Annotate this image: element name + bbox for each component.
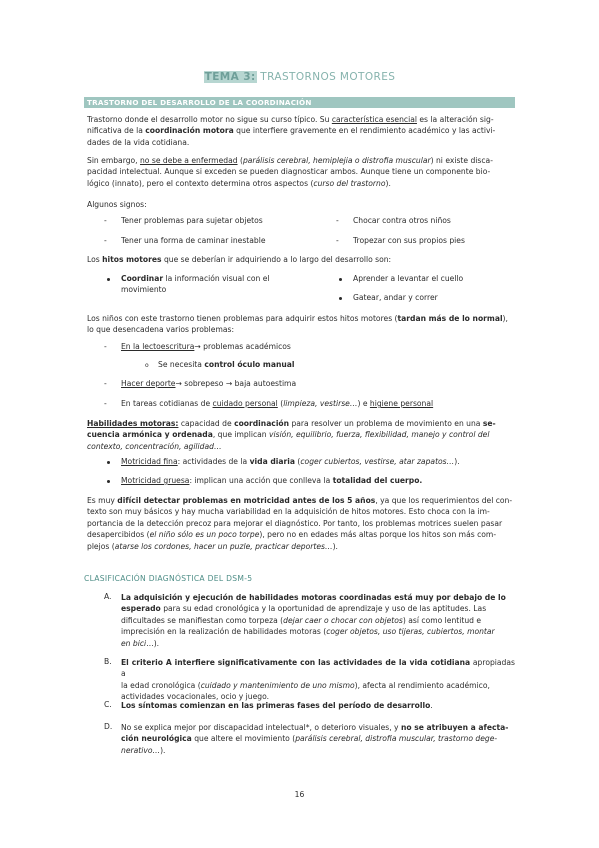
sign-item: Tropezar con sus propios pies [353,236,465,245]
paragraph-definition: Trastorno donde el desarrollo motor no sigue su curso típico. Su característica esencial es la alteración sig- nificativa de la coordinación motora que interfiere gravemente en el rendimiento académico y las activi- dades de la vida cotidiana. [87,115,496,147]
bullet-dot [107,480,110,483]
paragraph-problemas: Los niños con este trastorno tienen problemas para adquirir estos hitos motores (tardan más de lo normal), lo que desencadena varios problemas: [87,314,508,335]
problem-item: Hacer deporte→ sobrepeso → baja autoestima [121,379,297,388]
criterion-b: El criterio A interfiere significativamente con las actividades de la vida cotidiana apropiadas a la edad cronológica (cuidado y mantenimiento de uno mismo), afecta al rendimiento académico, actividades vocacionales, ocio y juego. [121,658,515,702]
bullet-dot [339,297,342,300]
title-tema: TEMA 3: [204,71,256,83]
paragraph-no-enfermedad: Sin embargo, no se debe a enfermedad (parálisis cerebral, hemiplejia o distrofia muscular) ni existe disca- pacidad intelectual. Aunque si exceden se pueden diagnosticar ambos. Aunque tiene un componente bio- lógico (innato), pero el contexto determina otros aspectos (curso del trastorno). [87,156,493,188]
bullet-dash: - [336,236,339,245]
hito-item: Coordinar la información visual con el movimiento [121,274,270,295]
criterion-a: La adquisición y ejecución de habilidades motoras coordinadas está muy por debajo de lo esperado para su edad cronológica y la oportunidad de aprendizaje y uso de las aptitudes. Las dificultades se manifiestan como torpeza (dejar caer o chocar con objetos) así como lentitud e imprecisión en la realización de habilidades motoras (coger objetos, uso tijeras, cubiertos, montar en bici…). [121,593,506,648]
sign-item: Tener problemas para sujetar objetos [121,216,263,225]
problem-item: En tareas cotidianas de cuidado personal (limpieza, vestirse…) e higiene personal [121,399,434,408]
section-heading-dsm5: CLASIFICACIÓN DIAGNÓSTICA DEL DSM-5 [84,574,253,583]
page-number: 16 [294,790,305,799]
signs-intro: Algunos signos: [87,200,147,209]
bullet-dot [107,461,110,464]
sign-item: Tener una forma de caminar inestable [121,236,266,245]
bullet-dash: - [104,342,107,351]
title-rest: TRASTORNOS MOTORES [256,71,396,83]
criterion-letter: C. [104,700,112,709]
paragraph-deteccion: Es muy difícil detectar problemas en motricidad antes de los 5 años, ya que los requerimientos del con- texto son muy básicos y hay mucha variabilidad en la adquisición de hitos motores. Esto choca con la im- portancia de la detección precoz para mejorar el diagnóstico. Por tanto, los problemas motrices suelen pasar desapercibidos (el niño sólo es un poco torpe), pero no en edades más altas porque los hitos son más com- plejos (atarse los cordones, hacer un puzle, practicar deportes…). [87,496,513,551]
problem-subitem: Se necesita control óculo manual [158,360,295,369]
section-heading-coordination: TRASTORNO DEL DESARROLLO DE LA COORDINACIÓN [84,97,515,108]
criterion-d: No se explica mejor por discapacidad intelectual*, o deterioro visuales, y no se atribuyen a afecta- ción neurológica que altere el movimiento (parálisis cerebral, distrofia muscular, trastorno dege- nerativo…). [121,723,509,755]
sign-item: Chocar contra otros niños [353,216,451,225]
hito-item: Aprender a levantar el cuello [353,274,464,283]
page-title [0,71,599,83]
bullet-dot [107,278,110,281]
bullet-dot [339,278,342,281]
bullet-dash: - [336,216,339,225]
motricidad-fina: Motricidad fina: actividades de la vida diaria (coger cubiertos, vestirse, atar zapatos…). [121,457,460,466]
bullet-dash: - [104,216,107,225]
bullet-dash: - [104,399,107,408]
motricidad-gruesa: Motricidad gruesa: implican una acción que conlleva la totalidad del cuerpo. [121,476,423,485]
hito-item: Gatear, andar y correr [353,293,438,302]
criterion-c: Los síntomas comienzan en las primeras fases del período de desarrollo. [121,701,433,710]
criterion-letter: D. [104,722,113,731]
paragraph-habilidades: Habilidades motoras: capacidad de coordinación para resolver un problema de movimiento en una se- cuencia armónica y ordenada, que implican visión, equilibrio, fuerza, flexibilidad, manejo y control del contexto, concentración, agilidad… [87,419,496,451]
hitos-intro: Los hitos motores que se deberían ir adquiriendo a lo largo del desarrollo son: [87,255,392,264]
criterion-letter: B. [104,657,112,666]
criterion-letter: A. [104,592,112,601]
problem-item: En la lectoescritura→ problemas académicos [121,342,291,351]
bullet-dash: - [104,379,107,388]
bullet-circle: o [145,362,149,369]
bullet-dash: - [104,236,107,245]
